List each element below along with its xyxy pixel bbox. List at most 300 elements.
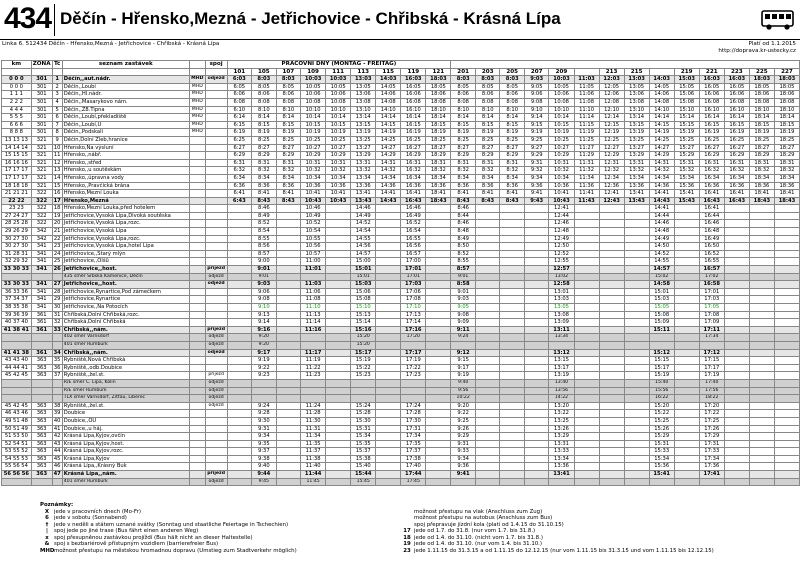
departure-time xyxy=(475,349,500,357)
departure-time: 14:25 xyxy=(649,136,674,144)
stop-index: 12 xyxy=(53,159,61,166)
departure-time xyxy=(749,478,774,486)
stop-name: Krásná Lípa,Kyjov,ovčín xyxy=(62,433,189,441)
departure-time: 12:08 xyxy=(599,98,624,106)
departure-time xyxy=(276,243,301,251)
departure-time: 16:29 xyxy=(401,152,426,160)
departure-time: 17:15 xyxy=(699,357,724,365)
departure-time: 13:43 xyxy=(624,197,649,205)
departure-time: 9:03 xyxy=(524,76,549,84)
departure-time xyxy=(624,266,649,274)
departure-time: 16:14 xyxy=(724,114,749,122)
departure-time xyxy=(376,319,401,327)
departure-time xyxy=(351,395,376,403)
departure-time: 15:14 xyxy=(351,319,376,327)
departure-time xyxy=(674,273,699,281)
departure-time: 16:27 xyxy=(699,144,724,152)
departure-time xyxy=(326,387,351,395)
stop-km: 37 34 37 xyxy=(2,296,32,304)
header-rule xyxy=(0,39,800,40)
departure-time: 8:52 xyxy=(451,250,476,258)
stop-zone: 321 xyxy=(31,182,52,190)
departure-time xyxy=(500,440,525,448)
departure-time xyxy=(599,349,624,357)
departure-time: 11:06 xyxy=(301,288,326,296)
departure-time: 16:25 xyxy=(401,136,426,144)
departure-time xyxy=(500,281,525,289)
train-number: 109 xyxy=(301,68,326,76)
stop-row xyxy=(2,440,800,448)
departure-time xyxy=(426,296,451,304)
arr-dep: odjezd xyxy=(205,281,227,289)
departure-time: 8:25 xyxy=(500,136,525,144)
departure-time: 16:31 xyxy=(401,159,426,167)
departure-time xyxy=(749,243,774,251)
departure-time xyxy=(774,304,799,312)
departure-time: 10:14 xyxy=(549,114,574,122)
departure-time xyxy=(376,425,401,433)
departure-time: 17:11 xyxy=(699,326,724,334)
stop-name: Hřensko,,u soutěskám xyxy=(62,167,189,175)
departure-time: 13:20 xyxy=(549,402,574,410)
arr-dep xyxy=(205,83,227,91)
departure-time: 8:43 xyxy=(475,197,500,205)
departure-time: 15:19 xyxy=(649,372,674,380)
departure-time xyxy=(227,463,252,471)
departure-time: 14:19 xyxy=(649,129,674,137)
departure-time xyxy=(749,425,774,433)
departure-time: 6:32 xyxy=(227,167,252,175)
departure-time: 9:06 xyxy=(252,288,277,296)
departure-time xyxy=(426,250,451,258)
departure-time xyxy=(524,326,549,334)
col-spoj: spoj xyxy=(205,61,227,69)
arr-dep xyxy=(205,121,227,129)
departure-time: 15:30 xyxy=(351,417,376,425)
departure-time: 18:06 xyxy=(426,91,451,99)
stop-name: Jetřichovice,,Na Potocích xyxy=(62,304,189,312)
departure-time: 15:16 xyxy=(351,326,376,334)
departure-time: 18:08 xyxy=(426,98,451,106)
departure-time xyxy=(674,205,699,213)
departure-time: 15:19 xyxy=(674,129,699,137)
departure-time xyxy=(674,463,699,471)
departure-time xyxy=(326,205,351,213)
departure-time: 9:01 xyxy=(252,273,277,281)
departure-time: 18:34 xyxy=(749,174,774,182)
stop-note xyxy=(189,258,205,266)
departure-time xyxy=(500,395,525,403)
stop-zone: 322 xyxy=(31,220,52,228)
departure-time: 9:19 xyxy=(524,129,549,137)
departure-time: 6:34 xyxy=(227,174,252,182)
stop-index: 3 xyxy=(52,91,62,99)
departure-time xyxy=(699,478,724,486)
departure-time xyxy=(451,478,476,486)
departure-time xyxy=(276,258,301,266)
departure-time xyxy=(574,281,599,289)
departure-time: 16:32 xyxy=(401,167,426,175)
departure-time xyxy=(475,433,500,441)
departure-time: 13:05 xyxy=(624,83,649,91)
stop-km xyxy=(2,379,32,387)
departure-time: 16:15 xyxy=(401,121,426,129)
departure-time xyxy=(774,212,799,220)
departure-time xyxy=(574,220,599,228)
departure-time xyxy=(376,379,401,387)
departure-time xyxy=(674,326,699,334)
departure-time: 14:08 xyxy=(649,98,674,106)
departure-time: 14:57 xyxy=(649,266,674,274)
departure-time: 9:00 xyxy=(252,258,277,266)
train-number: 107 xyxy=(276,68,301,76)
departure-time xyxy=(724,326,749,334)
departure-time xyxy=(599,296,624,304)
stop-row xyxy=(2,228,800,236)
departure-time: 17:37 xyxy=(401,448,426,456)
stop-note xyxy=(189,478,205,486)
stop-zone: 321 xyxy=(31,159,52,167)
departure-time xyxy=(524,349,549,357)
arr-dep xyxy=(205,167,227,175)
departure-time: 8:57 xyxy=(451,266,476,274)
departure-time xyxy=(326,319,351,327)
departure-time xyxy=(774,478,799,486)
legend-text: jede v sobotu (Sonnabend) xyxy=(54,515,127,521)
departure-time xyxy=(426,304,451,312)
departure-time xyxy=(599,235,624,243)
departure-time: 8:10 xyxy=(475,106,500,114)
departure-time: 9:56 xyxy=(451,387,476,395)
stop-row xyxy=(2,319,800,327)
departure-time: 8:50 xyxy=(451,243,476,251)
departure-time: 8:31 xyxy=(252,159,277,167)
stop-note xyxy=(189,326,205,334)
timetable xyxy=(1,60,800,486)
departure-time: 15:40 xyxy=(649,379,674,387)
departure-time: 13:06 xyxy=(624,91,649,99)
header-divider xyxy=(54,4,55,36)
departure-time: 16:03 xyxy=(724,76,749,84)
departure-time xyxy=(276,433,301,441)
stop-name: Hřensko,Mezní Louka,před hotelem xyxy=(62,205,189,213)
departure-time: 17:19 xyxy=(401,357,426,365)
stop-km xyxy=(2,334,32,342)
col-km: km xyxy=(2,61,32,69)
departure-time xyxy=(326,440,351,448)
stop-index: 31 xyxy=(53,311,61,318)
departure-time: 12:43 xyxy=(599,197,624,205)
legend-item xyxy=(40,548,400,555)
departure-time xyxy=(574,364,599,372)
train-number: 121 xyxy=(426,68,451,76)
departure-time: 13:56 xyxy=(549,387,574,395)
departure-time: 11:29 xyxy=(574,152,599,160)
departure-time: 16:50 xyxy=(699,243,724,251)
departure-time xyxy=(724,228,749,236)
departure-time: 10:03 xyxy=(326,76,351,84)
departure-time xyxy=(500,250,525,258)
departure-time: 8:31 xyxy=(451,159,476,167)
stop-km: 5 5 5 xyxy=(2,114,32,122)
stop-zone: 321 xyxy=(31,144,52,152)
departure-time: 9:22 xyxy=(252,364,277,372)
departure-time xyxy=(574,319,599,327)
departure-time xyxy=(624,228,649,236)
departure-time: 13:15 xyxy=(351,121,376,129)
stop-name: Rybniště,,odb.Doubice xyxy=(62,364,189,372)
departure-time: 13:41 xyxy=(624,190,649,198)
departure-time xyxy=(376,266,401,274)
departure-time xyxy=(276,288,301,296)
departure-time xyxy=(749,395,774,403)
stop-note xyxy=(189,349,205,357)
departure-time: 16:41 xyxy=(699,190,724,198)
departure-time xyxy=(227,417,252,425)
departure-time: 13:40 xyxy=(549,379,574,387)
departure-time: 14:58 xyxy=(649,281,674,289)
departure-time xyxy=(574,334,599,342)
departure-time xyxy=(599,395,624,403)
departure-time xyxy=(574,448,599,456)
departure-time xyxy=(524,463,549,471)
departure-time: 17:05 xyxy=(699,304,724,312)
departure-time xyxy=(227,288,252,296)
stop-km: 22 22 xyxy=(2,197,32,205)
departure-time xyxy=(624,304,649,312)
stop-zone: 322 xyxy=(31,205,52,213)
departure-time: 17:06 xyxy=(401,288,426,296)
departure-time: 11:14 xyxy=(301,319,326,327)
departure-time: 18:41 xyxy=(749,190,774,198)
arr-dep xyxy=(205,258,227,266)
departure-time: 14:29 xyxy=(649,152,674,160)
departure-time: 9:05 xyxy=(451,304,476,312)
line-number: 434 xyxy=(4,2,52,35)
stop-zone xyxy=(31,387,52,395)
departure-time xyxy=(326,326,351,334)
departure-time: 16:14 xyxy=(699,114,724,122)
departure-time xyxy=(426,349,451,357)
departure-time xyxy=(624,326,649,334)
departure-time xyxy=(674,455,699,463)
departure-time xyxy=(524,273,549,281)
stop-index: 20 xyxy=(53,220,61,227)
departure-time: 8:44 xyxy=(451,212,476,220)
departure-time: 10:08 xyxy=(301,98,326,106)
departure-time: 10:41 xyxy=(326,190,351,198)
departure-time xyxy=(749,273,774,281)
departure-time xyxy=(724,372,749,380)
stop-note xyxy=(189,250,205,258)
departure-time: 9:32 xyxy=(524,167,549,175)
stop-index: 28 xyxy=(53,288,61,295)
departure-time: 11:35 xyxy=(301,440,326,448)
departure-time: 9:08 xyxy=(524,98,549,106)
departure-time: 16:10 xyxy=(724,106,749,114)
departure-time: 17:20 xyxy=(699,402,724,410)
departure-time: 9:17 xyxy=(451,364,476,372)
departure-time xyxy=(724,387,749,395)
departure-time: 16:41 xyxy=(724,190,749,198)
departure-time xyxy=(376,341,401,349)
departure-time xyxy=(774,395,799,403)
departure-time xyxy=(724,205,749,213)
legend-symbol: x xyxy=(45,534,49,541)
departure-time xyxy=(599,372,624,380)
departure-time xyxy=(426,319,451,327)
departure-time: 15:08 xyxy=(674,98,699,106)
stop-note xyxy=(189,273,205,281)
departure-time xyxy=(624,417,649,425)
stop-name: Jetřichovice,Rynartice xyxy=(62,296,189,304)
arr-dep: příjezd xyxy=(205,471,227,479)
departure-time: 10:05 xyxy=(326,83,351,91)
departure-time: 8:10 xyxy=(252,106,277,114)
departure-time xyxy=(624,410,649,418)
stop-note xyxy=(189,197,205,205)
train-number: 211 xyxy=(574,68,599,76)
departure-time: 11:31 xyxy=(301,425,326,433)
departure-time: 18:10 xyxy=(749,106,774,114)
departure-time xyxy=(376,402,401,410)
departure-time: 8:27 xyxy=(276,144,301,152)
stop-row xyxy=(2,296,800,304)
stop-km: 51 53 50 xyxy=(2,433,32,441)
departure-time xyxy=(599,364,624,372)
departure-time: 8:31 xyxy=(276,159,301,167)
departure-time: 18:19 xyxy=(426,129,451,137)
departure-time xyxy=(227,349,252,357)
departure-time: 15:01 xyxy=(351,273,376,281)
departure-time: 9:08 xyxy=(252,296,277,304)
departure-time: 10:15 xyxy=(549,121,574,129)
arr-dep xyxy=(205,410,227,418)
departure-time: 10:29 xyxy=(301,152,326,160)
stop-name: Jetřichovice,Rynartice,Pod zámečkem xyxy=(62,288,189,296)
stop-row xyxy=(2,159,800,167)
stop-name: Hřensko,,úpravna vody xyxy=(62,174,189,182)
departure-time xyxy=(227,319,252,327)
departure-time xyxy=(227,243,252,251)
departure-time: 15:24 xyxy=(351,402,376,410)
departure-time: 8:55 xyxy=(252,235,277,243)
departure-time xyxy=(574,379,599,387)
departure-time: 18:25 xyxy=(774,136,799,144)
departure-time xyxy=(426,372,451,380)
arr-dep xyxy=(205,152,227,160)
departure-time: 18:41 xyxy=(774,190,799,198)
departure-time xyxy=(426,402,451,410)
departure-time: 9:01 xyxy=(451,273,476,281)
stop-name: 401 směr Rumburk xyxy=(62,478,189,486)
departure-time: 13:03 xyxy=(624,76,649,84)
stop-row xyxy=(2,304,800,312)
arr-dep xyxy=(205,235,227,243)
departure-time: 15:20 xyxy=(649,402,674,410)
arr-dep xyxy=(205,190,227,198)
departure-time: 11:08 xyxy=(301,296,326,304)
arr-dep: příjezd xyxy=(205,266,227,274)
departure-time: 11:19 xyxy=(574,129,599,137)
departure-time: 8:34 xyxy=(500,174,525,182)
stop-km: 40 37 40 xyxy=(2,319,32,327)
departure-time: 9:26 xyxy=(451,425,476,433)
departure-time: 15:01 xyxy=(351,266,376,274)
departure-time: 13:05 xyxy=(549,304,574,312)
stop-zone: 363 xyxy=(31,417,52,425)
departure-time xyxy=(524,471,549,479)
departure-time xyxy=(524,243,549,251)
stop-zone: 341 xyxy=(31,288,52,296)
stop-name: Jetřichovice,Vysoká Lípa,Divoká soutěska xyxy=(62,212,189,220)
departure-time xyxy=(301,379,326,387)
departure-time: 17:38 xyxy=(401,455,426,463)
departure-time xyxy=(276,212,301,220)
departure-time xyxy=(475,410,500,418)
departure-time xyxy=(774,319,799,327)
departure-time: 9:44 xyxy=(252,471,277,479)
departure-time: 16:56 xyxy=(401,243,426,251)
departure-time: 8:41 xyxy=(475,190,500,198)
departure-time xyxy=(749,455,774,463)
departure-time xyxy=(326,410,351,418)
arr-dep xyxy=(205,448,227,456)
departure-time: 9:36 xyxy=(451,463,476,471)
departure-time: 10:34 xyxy=(549,174,574,182)
departure-time: 15:14 xyxy=(674,114,699,122)
departure-time: 16:48 xyxy=(699,228,724,236)
departure-time: 11:30 xyxy=(301,417,326,425)
departure-time xyxy=(276,410,301,418)
legend-item xyxy=(400,548,790,555)
departure-time xyxy=(574,212,599,220)
departure-time: 9:40 xyxy=(451,379,476,387)
departure-time xyxy=(774,471,799,479)
departure-time: 14:46 xyxy=(649,220,674,228)
route-title: Děčín - Hřensko,Mezná - Jetřichovice - Chřibská - Krásná Lípa xyxy=(60,9,561,28)
departure-time xyxy=(599,448,624,456)
departure-time xyxy=(227,311,252,319)
departure-time: 13:31 xyxy=(351,159,376,167)
arr-dep xyxy=(205,159,227,167)
departure-time: 8:03 xyxy=(475,76,500,84)
departure-time xyxy=(500,379,525,387)
stop-index: 34 xyxy=(53,349,61,356)
departure-time xyxy=(674,440,699,448)
departure-time xyxy=(426,417,451,425)
stop-note xyxy=(189,228,205,236)
departure-time xyxy=(500,417,525,425)
departure-time: 17:36 xyxy=(699,463,724,471)
stop-note xyxy=(189,357,205,365)
departure-time: 10:03 xyxy=(301,76,326,84)
departure-time xyxy=(227,273,252,281)
departure-time: 8:19 xyxy=(451,129,476,137)
departure-time: 13:14 xyxy=(351,114,376,122)
departure-time xyxy=(774,379,799,387)
departure-time: 16:19 xyxy=(401,129,426,137)
departure-time: 13:10 xyxy=(624,106,649,114)
departure-time: 18:25 xyxy=(426,136,451,144)
departure-time xyxy=(451,341,476,349)
departure-time xyxy=(276,326,301,334)
departure-time: 9:29 xyxy=(524,152,549,160)
departure-time: 8:25 xyxy=(451,136,476,144)
departure-time: 8:41 xyxy=(276,190,301,198)
departure-time: 9:31 xyxy=(451,440,476,448)
departure-time: 10:19 xyxy=(326,129,351,137)
